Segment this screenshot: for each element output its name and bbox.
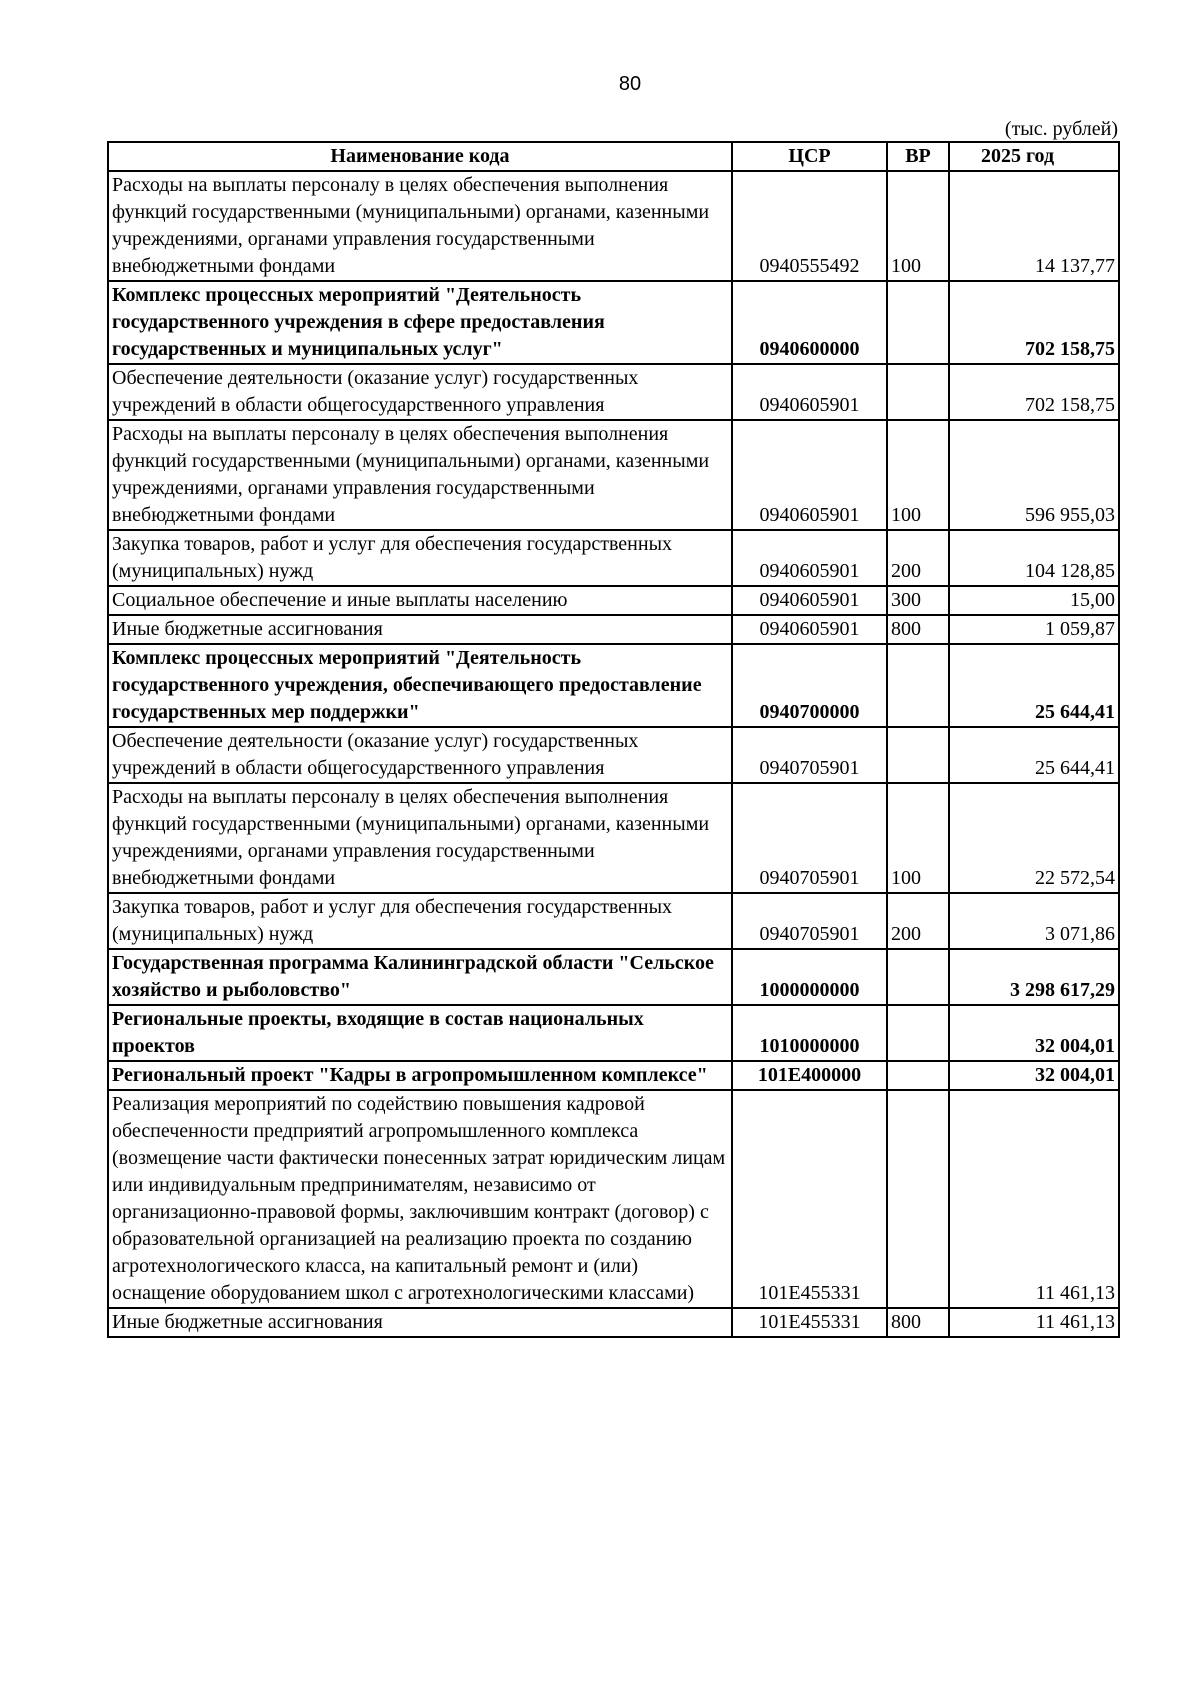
row-name: Обеспечение деятельности (оказание услуг) государственных учреждений в области общегосударственного управления (108, 727, 732, 783)
table-row (108, 783, 1119, 893)
row-amount: 32 004,01 (949, 1061, 1119, 1090)
row-amount: 702 158,75 (949, 281, 1119, 364)
table-row (108, 281, 1119, 364)
table-row (108, 586, 1119, 615)
row-name: Иные бюджетные ассигнования (108, 1308, 732, 1337)
row-amount: 14 137,77 (949, 171, 1119, 281)
row-csr: 1000000000 (732, 949, 887, 1005)
row-name: Комплекс процессных мероприятий "Деятельность государственного учреждения в сфере предоставления государственных и муниципальных услуг" (108, 281, 732, 364)
row-vr (887, 1061, 949, 1090)
row-name: Реализация мероприятий по содействию повышения кадровой обеспеченности предприятий агропромышленного комплекса (возмещение части фактически понесенных затрат юридическим лицам или индивидуальным предпринимателям, независимо от организационно-правовой формы, заключившим контракт (договор) с образовательной организацией на реализацию проекта по созданию агротехнологического класса, на капитальный ремонт и (или) оснащение оборудованием школ с агротехнологическими классами) (108, 1090, 732, 1308)
row-vr (887, 281, 949, 364)
header-vr: ВР (887, 142, 949, 171)
row-vr: 800 (887, 615, 949, 644)
table-row (108, 530, 1119, 586)
row-name: Региональный проект "Кадры в агропромышленном комплексе" (108, 1061, 732, 1090)
row-vr (887, 949, 949, 1005)
row-csr: 1010000000 (732, 1005, 887, 1061)
table-row (108, 1090, 1119, 1308)
header-name: Наименование кода (108, 142, 732, 171)
row-amount: 702 158,75 (949, 364, 1119, 420)
row-csr: 0940605901 (732, 615, 887, 644)
row-name: Закупка товаров, работ и услуг для обеспечения государственных (муниципальных) нужд (108, 530, 732, 586)
table-row (108, 1061, 1119, 1090)
row-csr: 0940705901 (732, 727, 887, 783)
row-csr: 0940705901 (732, 783, 887, 893)
row-csr: 0940700000 (732, 644, 887, 727)
row-vr: 100 (887, 420, 949, 530)
row-vr (887, 1090, 949, 1308)
table-row (108, 420, 1119, 530)
table-row (108, 1005, 1119, 1061)
row-name: Комплекс процессных мероприятий "Деятельность государственного учреждения, обеспечивающего предоставление государственных мер поддержки" (108, 644, 732, 727)
row-vr (887, 727, 949, 783)
row-name: Государственная программа Калининградской области "Сельское хозяйство и рыболовство" (108, 949, 732, 1005)
row-amount: 25 644,41 (949, 727, 1119, 783)
row-vr: 100 (887, 171, 949, 281)
row-amount: 3 298 617,29 (949, 949, 1119, 1005)
row-csr: 0940705901 (732, 893, 887, 949)
row-amount: 11 461,13 (949, 1090, 1119, 1308)
header-csr: ЦСР (732, 142, 887, 171)
row-name: Расходы на выплаты персоналу в целях обеспечения выполнения функций государственными (муниципальными) органами, казенными учреждениями, органами управления государственными внебюджетными фондами (108, 420, 732, 530)
row-name: Закупка товаров, работ и услуг для обеспечения государственных (муниципальных) нужд (108, 893, 732, 949)
row-amount: 1 059,87 (949, 615, 1119, 644)
row-amount: 104 128,85 (949, 530, 1119, 586)
row-name: Расходы на выплаты персоналу в целях обеспечения выполнения функций государственными (муниципальными) органами, казенными учреждениями, органами управления государственными внебюджетными фондами (108, 171, 732, 281)
table-header-row (108, 142, 1119, 171)
row-vr: 800 (887, 1308, 949, 1337)
row-vr (887, 364, 949, 420)
row-amount: 32 004,01 (949, 1005, 1119, 1061)
row-csr: 0940600000 (732, 281, 887, 364)
row-amount: 15,00 (949, 586, 1119, 615)
table-row (108, 364, 1119, 420)
table-row (108, 893, 1119, 949)
row-name: Расходы на выплаты персоналу в целях обеспечения выполнения функций государственными (муниципальными) органами, казенными учреждениями, органами управления государственными внебюджетными фондами (108, 783, 732, 893)
row-vr (887, 644, 949, 727)
row-amount: 22 572,54 (949, 783, 1119, 893)
row-csr: 101E455331 (732, 1090, 887, 1308)
table-row (108, 949, 1119, 1005)
row-vr: 200 (887, 530, 949, 586)
row-csr: 0940605901 (732, 530, 887, 586)
table-row (108, 1308, 1119, 1337)
row-vr: 100 (887, 783, 949, 893)
row-name: Социальное обеспечение и иные выплаты населению (108, 586, 732, 615)
budget-table (107, 141, 1120, 1338)
row-csr: 0940605901 (732, 586, 887, 615)
row-vr (887, 1005, 949, 1061)
table-row (108, 615, 1119, 644)
row-name: Обеспечение деятельности (оказание услуг) государственных учреждений в области общегосударственного управления (108, 364, 732, 420)
row-amount: 596 955,03 (949, 420, 1119, 530)
page-number: 80 (618, 73, 642, 95)
table-row (108, 644, 1119, 727)
header-amount: 2025 год (949, 142, 1119, 171)
row-csr: 0940605901 (732, 364, 887, 420)
row-amount: 3 071,86 (949, 893, 1119, 949)
row-csr: 101E455331 (732, 1308, 887, 1337)
row-csr: 0940555492 (732, 171, 887, 281)
row-name: Иные бюджетные ассигнования (108, 615, 732, 644)
table-row (108, 727, 1119, 783)
row-name: Региональные проекты, входящие в состав национальных проектов (108, 1005, 732, 1061)
row-vr: 200 (887, 893, 949, 949)
row-amount: 25 644,41 (949, 644, 1119, 727)
row-csr: 0940605901 (732, 420, 887, 530)
row-vr: 300 (887, 586, 949, 615)
row-amount: 11 461,13 (949, 1308, 1119, 1337)
row-csr: 101E400000 (732, 1061, 887, 1090)
units-label: (тыс. рублей) (1004, 118, 1118, 140)
table-row (108, 171, 1119, 281)
